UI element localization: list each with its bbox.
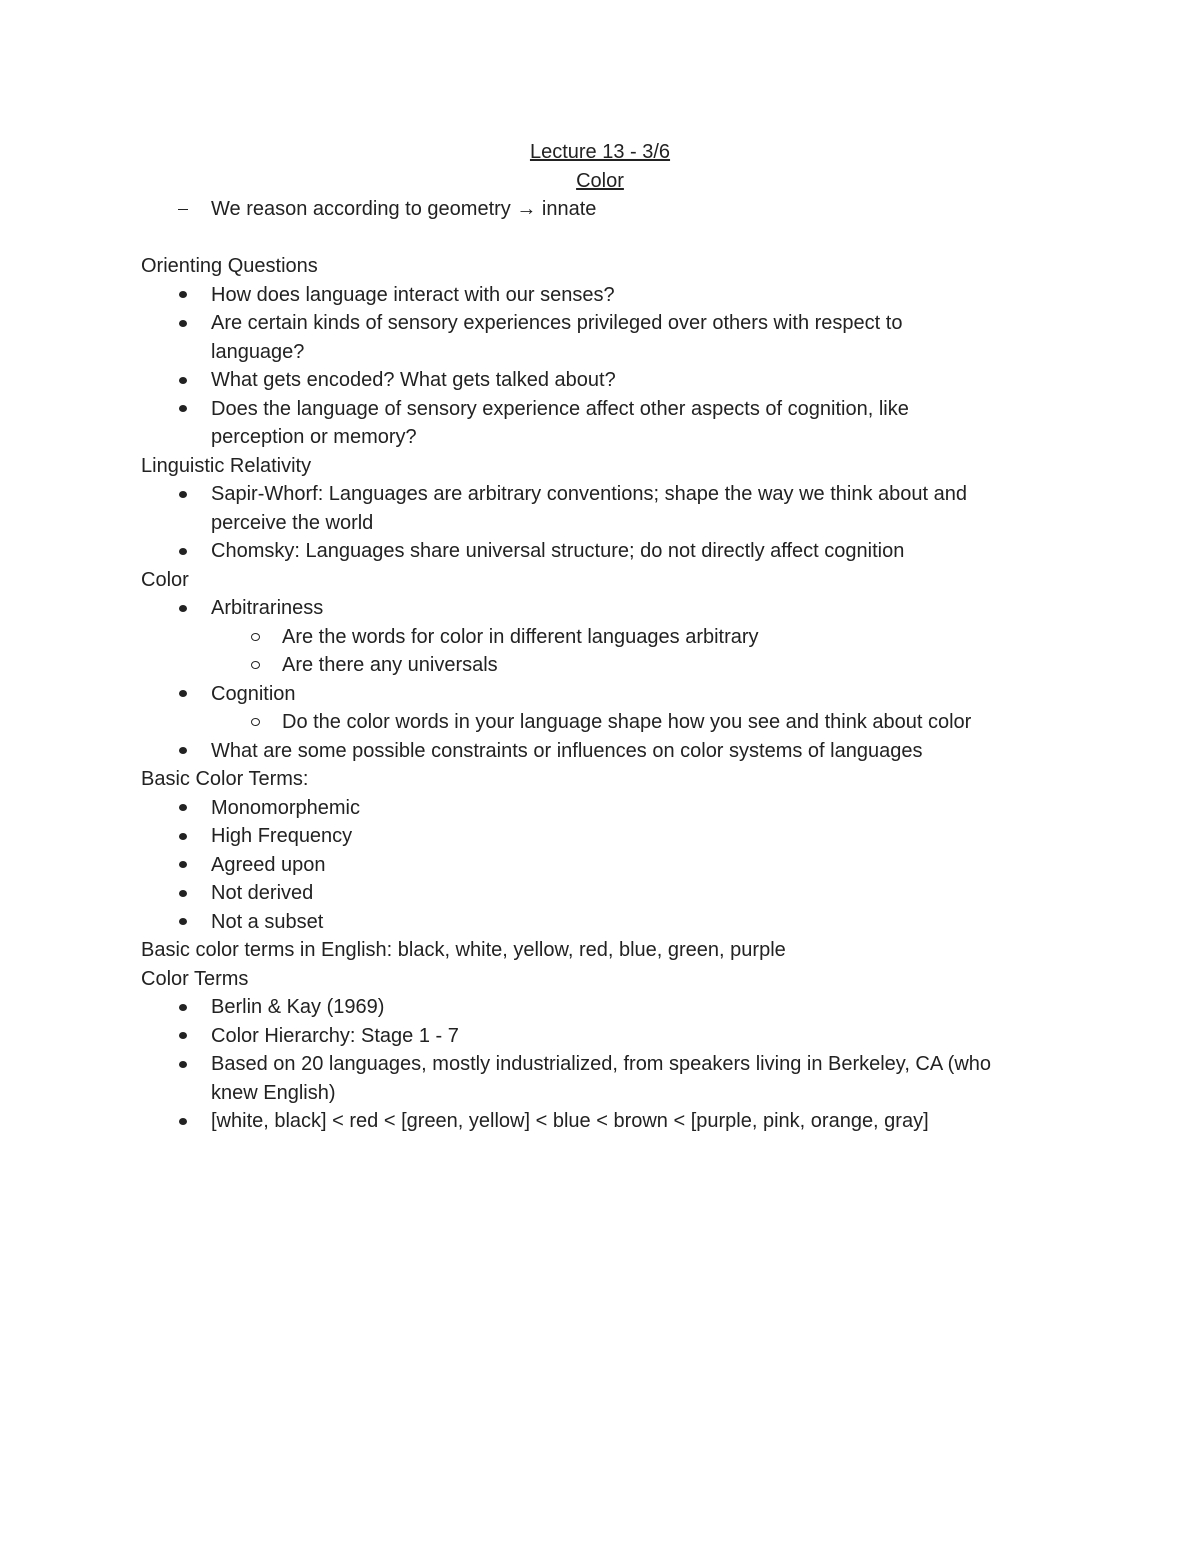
circle-bullet-icon [248, 708, 262, 737]
list-item [141, 1022, 1061, 1051]
disc-bullet-icon [176, 680, 190, 709]
list-item-text: Based on 20 languages, mostly industrialized, from speakers living in Berkeley, CA (who [211, 1053, 992, 1075]
list-item [141, 737, 1061, 766]
list-item [141, 281, 1061, 310]
section-heading-terms: Color Terms [141, 967, 249, 990]
list-item-text: Color Hierarchy: Stage 1 - 7 [211, 1024, 459, 1047]
list-item [141, 794, 1061, 823]
disc-bullet-icon [176, 794, 190, 823]
list-item-text: Agreed upon [211, 853, 326, 876]
sub-list-item-text: Do the color words in your language shape how you see and think about color [282, 711, 972, 733]
list-item-text: How does language interact with our senses? [211, 283, 615, 306]
section-heading-basic: Basic Color Terms: [141, 768, 309, 790]
disc-bullet-icon [176, 737, 190, 766]
disc-bullet-icon [176, 908, 190, 937]
list-item [141, 366, 1061, 395]
disc-bullet-icon [176, 879, 190, 908]
lecture-title: Lecture 13 - 3/6 [529, 141, 671, 163]
disc-bullet-icon [176, 366, 190, 395]
disc-bullet-icon [176, 309, 190, 338]
list-item [141, 537, 1061, 566]
disc-bullet-icon [176, 537, 190, 566]
list-item-text: Not a subset [211, 910, 324, 933]
intro-item [141, 195, 1061, 224]
list-item [141, 309, 1061, 366]
sub-list-item-text: Are there any universals [282, 654, 498, 676]
dash-bullet-icon [176, 195, 190, 224]
circle-bullet-icon [248, 623, 262, 652]
circle-bullet-icon [248, 651, 262, 680]
list-item-text: Sapir-Whorf: Languages are arbitrary conventions; shape the way we think about and [211, 483, 967, 505]
list-item [141, 993, 1061, 1022]
section-heading-relativity: Linguistic Relativity [141, 454, 312, 477]
list-item-text: Cognition [211, 682, 296, 705]
list-item-text-continued: language? [211, 340, 305, 363]
list-item-text: Are certain kinds of sensory experiences privileged over others with respect to [211, 312, 903, 334]
disc-bullet-icon [176, 1050, 190, 1079]
list-item [141, 851, 1061, 880]
lecture-subtitle: Color [576, 169, 624, 192]
list-item [141, 395, 1061, 452]
english-basic-terms: Basic color terms in English: black, white, yellow, red, blue, green, purple [141, 939, 786, 961]
disc-bullet-icon [176, 822, 190, 851]
list-item [141, 1107, 1061, 1136]
list-item [141, 680, 1061, 709]
section-heading-orienting: Orienting Questions [141, 255, 318, 277]
sub-list-item [141, 651, 1061, 680]
disc-bullet-icon [176, 594, 190, 623]
list-item-text: High Frequency [211, 825, 353, 847]
disc-bullet-icon [176, 480, 190, 509]
list-item [141, 594, 1061, 623]
list-item-text: [white, black] < red < [green, yellow] < blue < brown < [purple, pink, orange, gray] [211, 1110, 929, 1132]
list-item-text: Monomorphemic [211, 796, 360, 819]
document-body [141, 138, 1061, 1136]
sub-list-item-text: Are the words for color in different languages arbitrary [282, 625, 759, 648]
list-item [141, 822, 1061, 851]
list-item-text-continued: knew English) [211, 1081, 336, 1104]
list-item-text: What gets encoded? What gets talked about? [211, 369, 616, 391]
blank-line [141, 224, 1061, 253]
sub-list-item [141, 708, 1061, 737]
intro-text: We reason according to geometry → innate [211, 198, 597, 220]
list-item-text-continued: perceive the world [211, 511, 374, 534]
list-item-text: Arbitrariness [211, 597, 324, 619]
disc-bullet-icon [176, 1107, 190, 1136]
list-item-text: Does the language of sensory experience affect other aspects of cognition, like [211, 397, 909, 420]
list-item-text: Berlin & Kay (1969) [211, 996, 385, 1018]
disc-bullet-icon [176, 395, 190, 424]
list-item [141, 480, 1061, 537]
disc-bullet-icon [176, 993, 190, 1022]
list-item-text: Not derived [211, 882, 314, 904]
list-item-text-continued: perception or memory? [211, 426, 417, 448]
list-item-text: What are some possible constraints or influences on color systems of languages [211, 739, 923, 762]
list-item [141, 879, 1061, 908]
list-item [141, 908, 1061, 937]
section-heading-color: Color [141, 568, 189, 591]
list-item-text: Chomsky: Languages share universal structure; do not directly affect cognition [211, 540, 905, 562]
disc-bullet-icon [176, 281, 190, 310]
disc-bullet-icon [176, 1022, 190, 1051]
list-item [141, 1050, 1061, 1107]
disc-bullet-icon [176, 851, 190, 880]
sub-list-item [141, 623, 1061, 652]
